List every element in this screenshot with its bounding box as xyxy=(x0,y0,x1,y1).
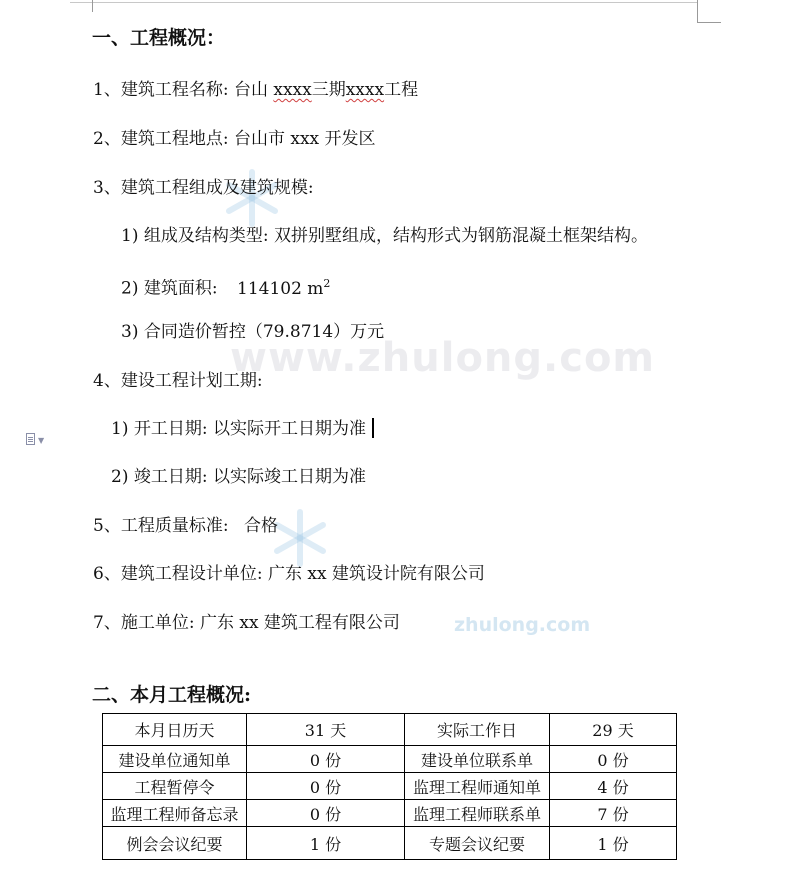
table-cell: 0 份 xyxy=(247,800,405,827)
page-icon xyxy=(26,433,35,445)
margin-corner-mark-right-h xyxy=(697,22,721,23)
item-start-date-text: 1) 开工日期: 以实际开工日期为准 xyxy=(111,419,366,439)
spellcheck-word[interactable]: xxxx xyxy=(345,80,385,100)
table-row xyxy=(103,800,677,827)
item-start-date[interactable] xyxy=(111,418,374,440)
table-cell: 31 天 xyxy=(247,714,405,746)
table-cell: 0 份 xyxy=(550,746,677,773)
item-building-area-sup: 2 xyxy=(323,277,331,290)
item-project-name-tail: 工程 xyxy=(384,80,419,100)
margin-corner-mark-left xyxy=(92,0,93,12)
table-row xyxy=(103,714,677,746)
item-end-date: 2) 竣工日期: 以实际竣工日期为准 xyxy=(111,467,366,487)
table-cell: 1 份 xyxy=(550,827,677,860)
item-quality-standard-label: 5、工程质量标准: xyxy=(93,516,229,536)
table-cell: 1 份 xyxy=(247,827,405,860)
page-top-rule xyxy=(70,2,698,3)
table-cell: 专题会议纪要 xyxy=(405,827,550,860)
item-project-name-label: 1、建筑工程名称: 台山 xyxy=(93,80,268,100)
item-contract-price: 3) 合同造价暂控（79.8714）万元 xyxy=(121,322,385,342)
table-row xyxy=(103,773,677,800)
watermark-text-small: zhulong.com xyxy=(454,614,591,636)
item-quality-standard-value: 合格 xyxy=(243,516,278,536)
table-cell: 本月日历天 xyxy=(103,714,247,746)
item-project-location: 2、建筑工程地点: 台山市 xxx 开发区 xyxy=(93,129,376,149)
watermark-text: www.zhulong.com xyxy=(230,335,656,381)
table-cell: 监理工程师通知单 xyxy=(405,773,550,800)
item-building-area-label: 2) 建筑面积: xyxy=(121,278,218,299)
item-schedule: 4、建设工程计划工期: xyxy=(93,371,263,391)
spellcheck-word[interactable]: xxxx xyxy=(273,80,312,100)
table-cell: 监理工程师联系单 xyxy=(405,800,550,827)
table-cell: 7 份 xyxy=(550,800,677,827)
item-construction-unit: 7、施工单位: 广东 xx 建筑工程有限公司 xyxy=(93,613,400,633)
item-quality-standard xyxy=(93,515,278,537)
item-project-name xyxy=(93,79,418,101)
table-cell: 0 份 xyxy=(247,773,405,800)
item-project-scale: 3、建筑工程组成及建筑规模: xyxy=(93,178,314,198)
table-cell: 4 份 xyxy=(550,773,677,800)
item-building-area xyxy=(121,273,330,300)
section-heading-overview: 一、工程概况： xyxy=(92,27,226,49)
table-row xyxy=(103,827,677,860)
table-cell: 监理工程师备忘录 xyxy=(103,800,247,827)
chevron-down-icon: ▼ xyxy=(38,436,45,445)
table-row xyxy=(103,746,677,773)
table-cell: 工程暂停令 xyxy=(103,773,247,800)
table-cell: 0 份 xyxy=(247,746,405,773)
item-building-area-value: 114102 m xyxy=(237,278,324,299)
item-project-name-mid: 三期 xyxy=(311,80,346,100)
margin-corner-mark-right xyxy=(697,0,698,22)
item-structure-type: 1) 组成及结构类型: 双拼别墅组成，结构形式为钢筋混凝土框架结构。 xyxy=(121,226,648,246)
monthly-summary-table xyxy=(102,713,677,860)
document-options-icon[interactable] xyxy=(26,433,44,448)
table-cell: 例会会议纪要 xyxy=(103,827,247,860)
table-cell: 29 天 xyxy=(550,714,677,746)
table-cell: 实际工作日 xyxy=(405,714,550,746)
watermark-snowflake-icon xyxy=(270,508,330,568)
table-cell: 建设单位通知单 xyxy=(103,746,247,773)
item-design-unit: 6、建筑工程设计单位: 广东 xx 建筑设计院有限公司 xyxy=(93,564,485,584)
table-cell: 建设单位联系单 xyxy=(405,746,550,773)
text-cursor xyxy=(372,418,374,438)
section-heading-monthly: 二、本月工程概况: xyxy=(92,684,252,706)
